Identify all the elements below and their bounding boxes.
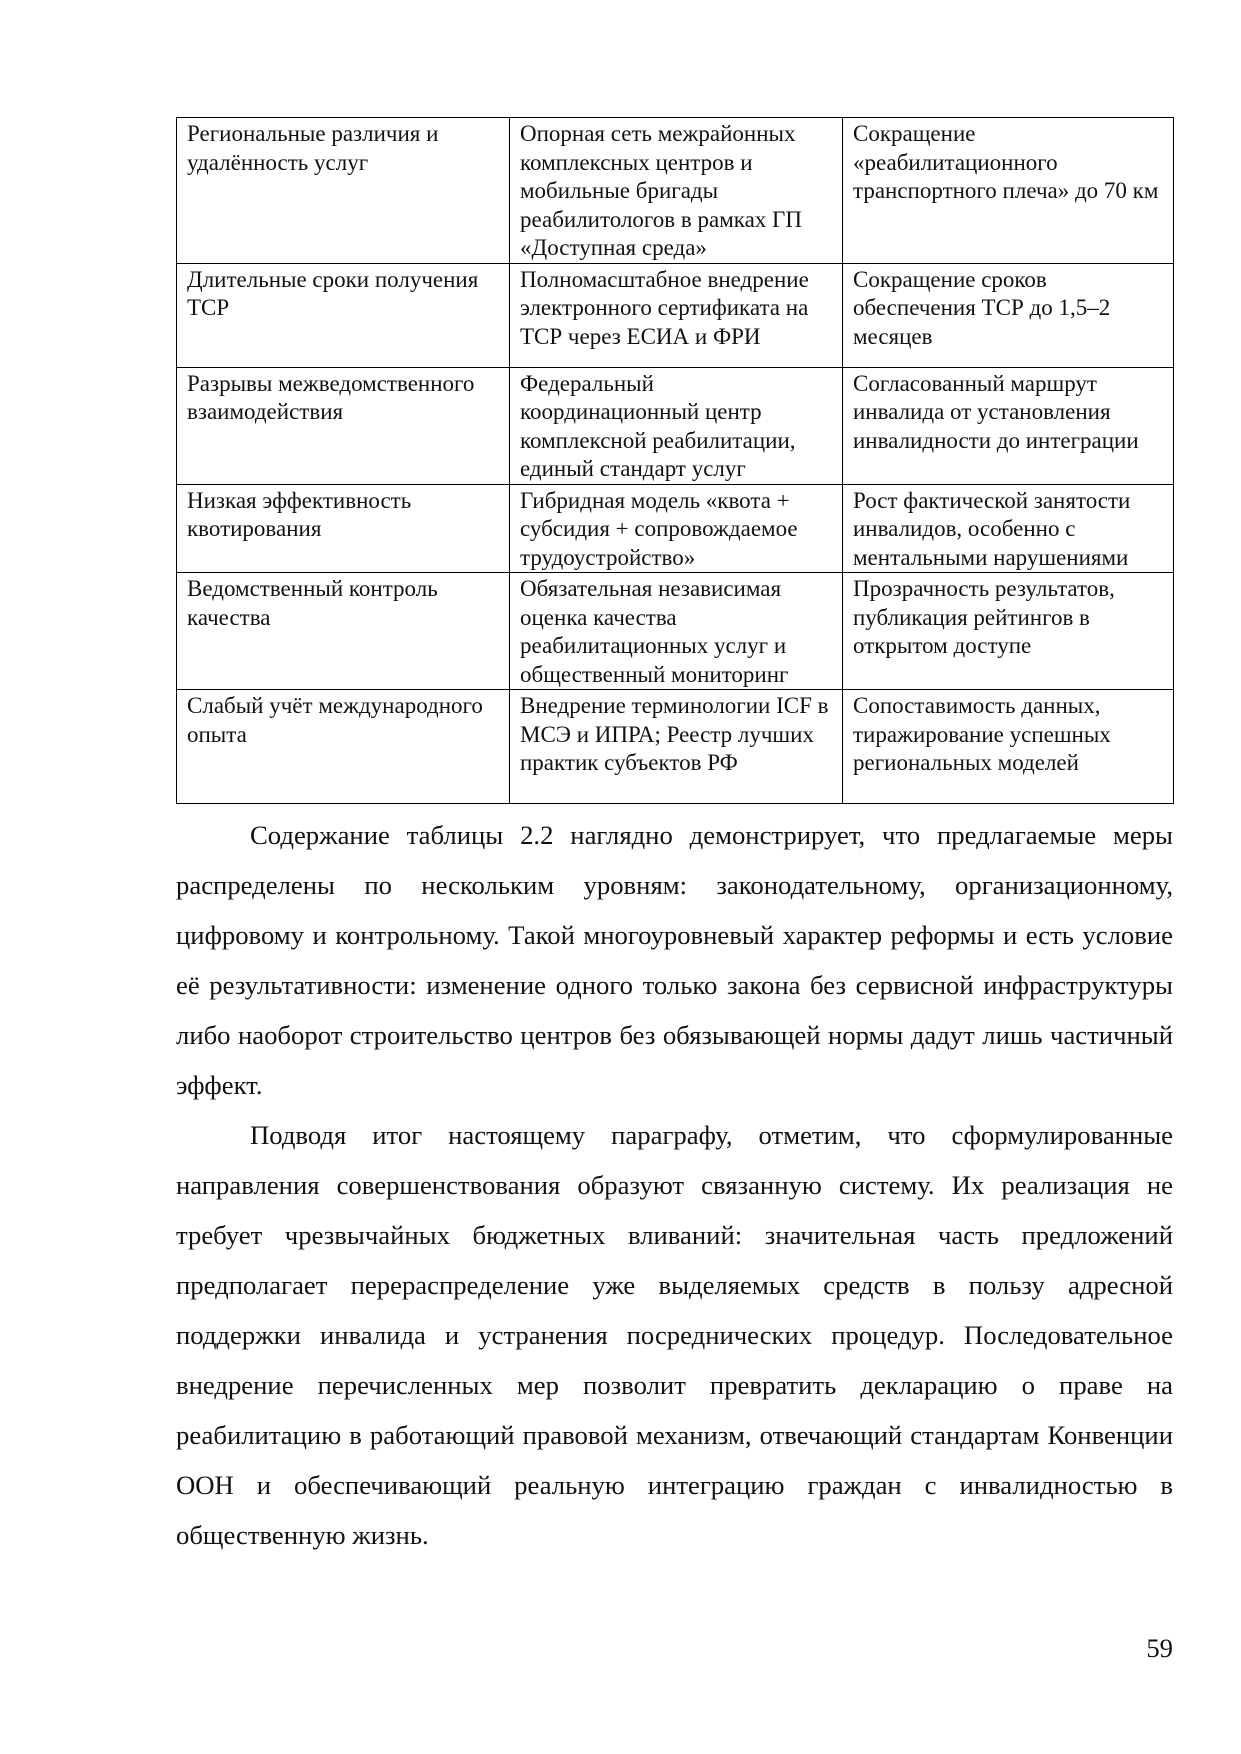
table-row	[177, 573, 1174, 690]
measures-table	[176, 117, 1173, 804]
page-number: 59	[1146, 1633, 1173, 1663]
table-cell-measure: Обязательная независимая оценка качества реабилитационных услуг и общественный мониторинг	[510, 573, 843, 690]
table-row	[177, 263, 1174, 367]
table-row	[177, 690, 1174, 804]
table-cell-result: Рост фактической занятости инвалидов, особенно с ментальными нарушениями	[843, 484, 1174, 573]
table-cell-result: Сопоставимость данных, тиражирование успешных региональных моделей	[843, 690, 1174, 804]
table-cell-result: Прозрачность результатов, публикация рейтингов в открытом доступе	[843, 573, 1174, 690]
table-row	[177, 367, 1174, 484]
table-cell-measure: Полномасштабное внедрение электронного сертификата на ТСР через ЕСИА и ФРИ	[510, 263, 843, 367]
table-row	[177, 484, 1174, 573]
paragraph: Подводя итог настоящему параграфу, отметим, что сформулированные направления совершенствования образуют связанную систему. Их реализация не требует чрезвычайных бюджетных вливаний: значительная часть предложений предполагает перераспределение уже выделяемых средств в пользу адресной поддержки инвалида и устранения посреднических процедур. Последовательное внедрение перечисленных мер позволит превратить декларацию о праве на реабилитацию в работающий правовой механизм, отвечающий стандартам Конвенции ООН и обеспечивающий реальную интеграцию граждан с инвалидностью в общественную жизнь.	[176, 1120, 1173, 1550]
table-cell-problem: Длительные сроки получения ТСР	[177, 263, 510, 367]
table-cell-result: Согласованный маршрут инвалида от установления инвалидности до интеграции	[843, 367, 1174, 484]
table-cell-measure: Внедрение терминологии ICF в МСЭ и ИПРА; Реестр лучших практик субъектов РФ	[510, 690, 843, 804]
table-cell-problem: Разрывы межведомственного взаимодействия	[177, 367, 510, 484]
paragraph: Содержание таблицы 2.2 наглядно демонстрирует, что предлагаемые меры распределены по нескольким уровням: законодательному, организационному, цифровому и контрольному. Такой многоуровневый характер реформы и есть условие её результативности: изменение одного только закона без сервисной инфраструктуры либо наоборот строительство центров без обязывающей нормы дадут лишь частичный эффект.	[176, 820, 1173, 1100]
table-cell-problem: Ведомственный контроль качества	[177, 573, 510, 690]
table-cell-problem: Слабый учёт международного опыта	[177, 690, 510, 804]
table-cell-problem: Региональные различия и удалённость услуг	[177, 118, 510, 264]
table-cell-result: Сокращение «реабилитационного транспортного плеча» до 70 км	[843, 118, 1174, 264]
table-cell-measure: Гибридная модель «квота + субсидия + сопровождаемое трудоустройство»	[510, 484, 843, 573]
table-cell-measure: Федеральный координационный центр комплексной реабилитации, единый стандарт услуг	[510, 367, 843, 484]
table-cell-measure: Опорная сеть межрайонных комплексных центров и мобильные бригады реабилитологов в рамках ГП «Доступная среда»	[510, 118, 843, 264]
measures-table-grid	[176, 117, 1174, 804]
body-text	[176, 810, 1173, 1560]
table-cell-problem: Низкая эффективность квотирования	[177, 484, 510, 573]
table-cell-result: Сокращение сроков обеспечения ТСР до 1,5–2 месяцев	[843, 263, 1174, 367]
table-row	[177, 118, 1174, 264]
